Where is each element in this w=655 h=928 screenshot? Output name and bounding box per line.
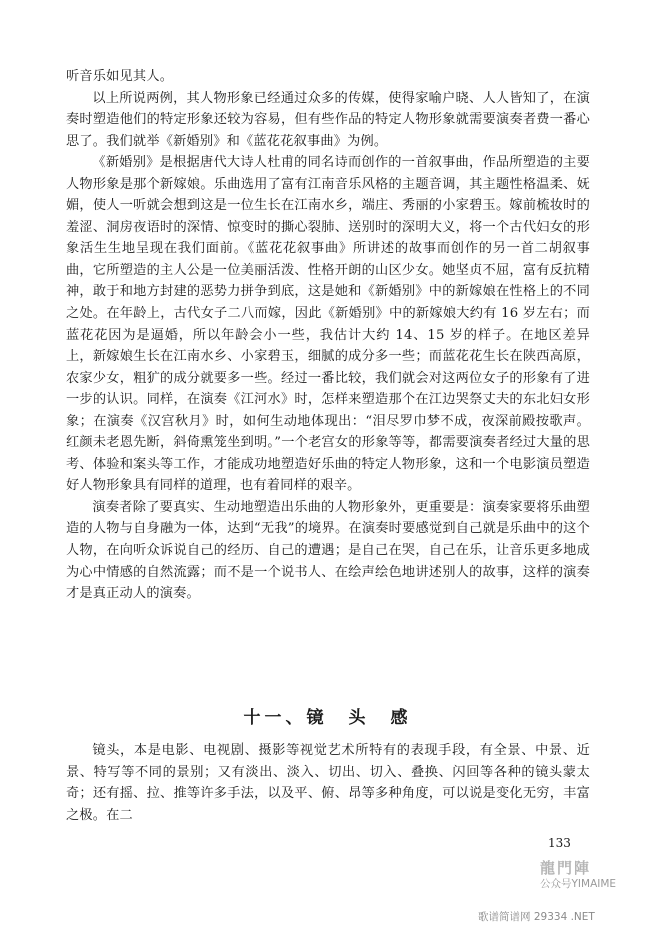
watermark-footer — [478, 909, 595, 924]
watermark-site-domain: .NET — [570, 911, 595, 923]
watermark-site-name: 歌谱简谱网 — [478, 911, 531, 923]
section-heading: 十一、镜 头 感 — [243, 708, 412, 728]
paragraph-performer: 演奏者除了要真实、生动地塑造出乐曲的人物形象外，更重要是：演奏家要将乐曲塑造的人物与自身融为一体，达到“无我”的境界。在演奏时要感觉到自己就是乐曲中的这个人物，在向听众诉说自己的经历、自己的遭遇；是自己在哭，自己在乐，让音乐更多地成为心中情感的自然流露；而不是一个说书人、在绘声绘色地讲述别人的故事，这样的演奏才是真正动人的演奏。 — [66, 499, 590, 602]
paragraph-continuation: 听音乐如见其人。 — [66, 69, 174, 84]
page-number: 133 — [548, 836, 571, 850]
watermark-logo: 龍門陣 — [540, 859, 592, 877]
body-text — [66, 66, 590, 605]
watermark-account: 公众号YIMAIME — [540, 878, 617, 890]
paragraph-xinhunbie: 《新婚别》是根据唐代大诗人杜甫的同名诗而创作的一首叙事曲，作品所塑造的主要人物形象是那个新嫁娘。乐曲选用了富有江南音乐风格的主题音调，其主题性格温柔、妩媚，使人一听就会想到这是一位生长在江南水乡，端庄、秀丽的小家碧玉。嫁前梳妆时的羞涩、洞房夜语时的深情、惊变时的撕心裂肺、送别时的深明大义，将一个古代妇女的形象活生生地呈现在我们面前。《蓝花花叙事曲》所讲述的故事而创作的另一首二胡叙事曲，它所塑造的主人公是一位美丽活泼、性格开朗的山区少女。她坚贞不屈，富有反抗精神，敢于和地方封建的恶势力拼争到底，这是她和《新婚别》中的新嫁娘在性格上的不同之处。在年龄上，古代女子二八而嫁，因此《新婚别》中的新嫁娘大约有 16 岁左右；而蓝花花因为是逼婚，所以年龄会小一些，我估计大约 14、15 岁的样子。在地区差异上，新嫁娘生长在江南水乡、小家碧玉，细腻的成分多一些；而蓝花花生长在陕西高原，农家少女，粗犷的成分就要多一些。经过一番比较，我们就会对这两位女子的形象有了进一步的认识。同样，在演奏《江河水》时，怎样来塑造那个在江边哭祭丈夫的东北妇女形象；在演奏《汉宫秋月》时，如何生动地体现出：“泪尽罗巾梦不成，夜深前殿按歌声。红颜未老恩先断，斜倚熏笼坐到明。”一个老宫女的形象等等，都需要演奏者经过大量的思考、体验和案头等工作，才能成功地塑造好乐曲的特定人物形象，这和一个电影演员塑造好人物形象具有同样的道理，也有着同样的艰辛。 — [66, 155, 590, 494]
section-paragraph: 镜头，本是电影、电视剧、摄影等视觉艺术所特有的表现手段，有全景、中景、近景、特写等不同的景别；又有淡出、淡入、切出、切入、叠换、闪回等各种的镜头蒙太奇；还有摇、拉、推等许多手法，以及平、俯、昂等多种角度，可以说是变化无穷，丰富之极。在二 — [66, 743, 590, 823]
watermark — [540, 857, 655, 891]
paragraph-intro: 以上所说两例，其人物形象已经通过众多的传媒，使得家喻户晓、人人皆知了，在演奏时塑造他们的特定形象还较为容易，但有些作品的特定人物形象就需要演奏者费一番心思了。我们就举《新婚别》和《蓝花花叙事曲》为例。 — [66, 90, 590, 149]
watermark-site-number: 29334 — [533, 911, 568, 923]
